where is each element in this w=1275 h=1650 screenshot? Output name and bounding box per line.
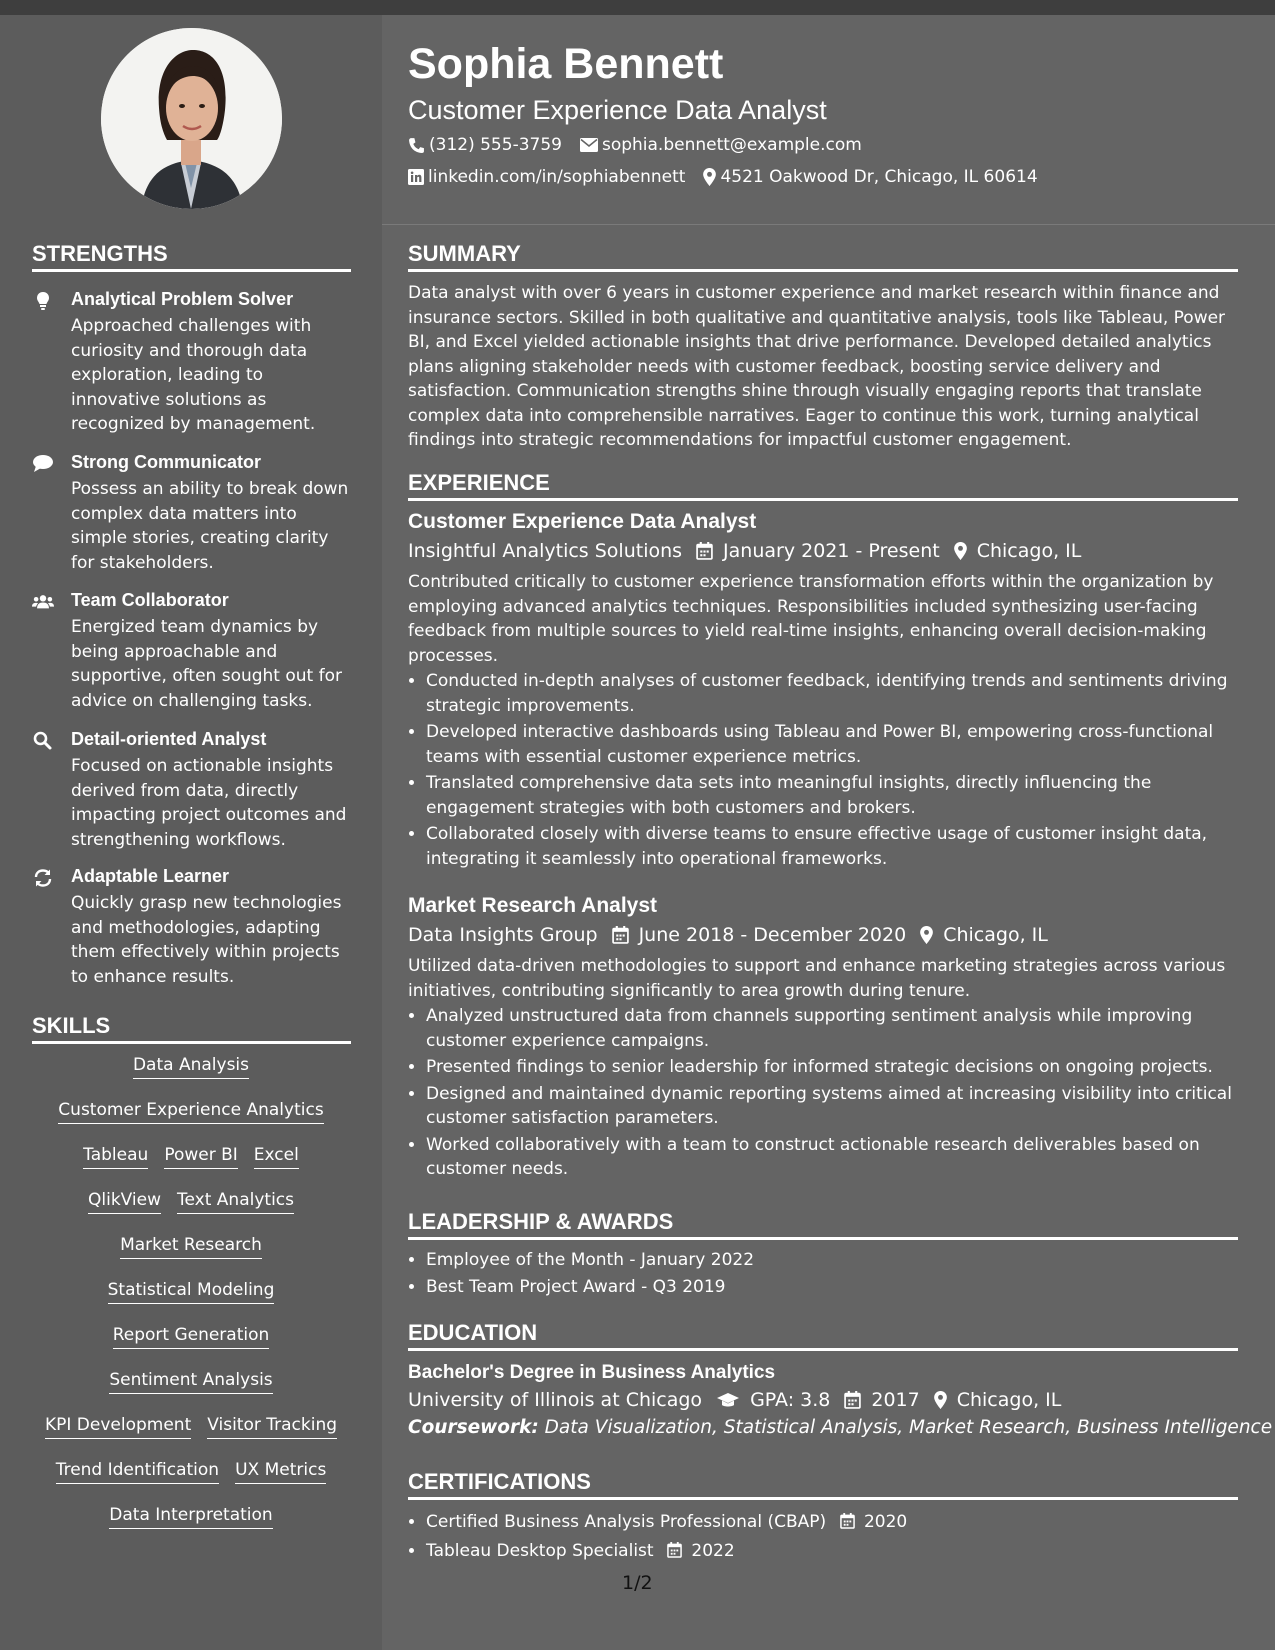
strengths-heading: STRENGTHS — [32, 241, 351, 272]
school-location-text: Chicago, IL — [956, 1389, 1062, 1411]
job-company: Insightful Analytics Solutions — [408, 540, 683, 562]
linkedin-contact[interactable] — [408, 167, 685, 187]
education-entry — [408, 1362, 1273, 1438]
school-location — [934, 1389, 1062, 1411]
address-text: 4521 Oakwood Dr, Chicago, IL 60614 — [720, 167, 1038, 187]
strength-title: Adaptable Learner — [71, 866, 230, 886]
job-location-text: Chicago, IL — [976, 540, 1082, 562]
job-bullets — [408, 1004, 1238, 1182]
phone-icon — [408, 137, 425, 154]
strength-desc: Focused on actionable insights derived from data, directly impacting project outcomes and strengthening workflows. — [71, 756, 347, 850]
job-meta — [408, 924, 1238, 946]
certification-item — [426, 1510, 1256, 1535]
job-dates — [612, 924, 907, 946]
skill-tag: Power BI — [164, 1144, 237, 1169]
graduation-year — [844, 1389, 919, 1411]
job-bullet: • Analyzed unstructured data from channels supporting sentiment analysis while improving customer experience campaigns. — [426, 1004, 1238, 1053]
certification-item — [426, 1539, 1256, 1564]
users-icon — [32, 592, 54, 612]
sync-icon — [32, 868, 54, 888]
strength-title: Analytical Problem Solver — [71, 289, 294, 309]
job-dates-text: June 2018 - December 2020 — [638, 924, 907, 946]
skill-tag: Report Generation — [113, 1324, 270, 1349]
job-description: Utilized data-driven methodologies to support and enhance marketing strategies across various initiatives, contributing significantly to area growth during tenure. — [408, 956, 1226, 1001]
awards-list — [408, 1248, 1256, 1301]
skills-heading: SKILLS — [32, 1013, 351, 1044]
job-bullets — [408, 669, 1238, 871]
certification-name: Certified Business Analysis Professional (CBAP) — [426, 1512, 827, 1532]
skill-tag: Sentiment Analysis — [109, 1369, 272, 1394]
skill-tag: Text Analytics — [177, 1189, 294, 1214]
address-contact — [703, 167, 1037, 187]
contact-row-2 — [408, 167, 1056, 187]
envelope-icon — [580, 138, 598, 152]
job-description: Contributed critically to customer experience transformation efforts within the organization by employing advanced analytics techniques. Responsibilities included synthesizing user-facing feedback from multiple sources to yield real-time insights, enhancing overall decision-making processes. — [408, 572, 1214, 666]
page-number: 1/2 — [622, 1572, 653, 1594]
job-dates — [696, 540, 940, 562]
graduation-cap-icon — [716, 1392, 740, 1408]
calendar-icon — [840, 1513, 855, 1529]
skill-tag: Visitor Tracking — [207, 1414, 337, 1439]
certifications-heading: CERTIFICATIONS — [408, 1469, 1238, 1500]
calendar-icon — [844, 1391, 861, 1409]
skill-tag: KPI Development — [45, 1414, 191, 1439]
strength-desc: Quickly grasp new technologies and methodologies, adapting them effectively within projects to enhance results. — [71, 893, 342, 987]
strength-title: Strong Communicator — [71, 452, 262, 472]
job-title: Customer Experience Data Analyst — [408, 510, 757, 533]
skill-tag: Excel — [254, 1144, 299, 1169]
certification-year: 2020 — [863, 1512, 908, 1532]
gpa — [716, 1389, 830, 1411]
coursework — [408, 1417, 1273, 1438]
linkedin-icon — [408, 169, 424, 185]
contact-row-1 — [408, 135, 880, 155]
school-name: University of Illinois at Chicago — [408, 1389, 703, 1411]
job-bullet: • Worked collaboratively with a team to construct actionable research deliverables based on customer needs. — [426, 1133, 1238, 1182]
job-bullet: • Presented findings to senior leadership for informed strategic decisions on ongoing projects. — [426, 1055, 1238, 1080]
candidate-name: Sophia Bennett — [408, 40, 724, 88]
skill-tag: Trend Identification — [56, 1459, 219, 1484]
job-entry — [408, 894, 1238, 1184]
candidate-title: Customer Experience Data Analyst — [408, 95, 827, 125]
certification-year: 2022 — [691, 1540, 735, 1561]
skill-tag: Market Research — [120, 1234, 262, 1259]
education-meta — [408, 1389, 1238, 1411]
strength-title: Detail-oriented Analyst — [71, 729, 267, 749]
strength-desc: Approached challenges with curiosity and thorough data exploration, leading to innovative solutions as recognized by management. — [71, 316, 316, 434]
certification-name: Tableau Desktop Specialist — [426, 1540, 654, 1561]
strength-title: Team Collaborator — [71, 590, 229, 610]
map-pin-icon — [703, 168, 716, 186]
summary-heading: SUMMARY — [408, 241, 1238, 272]
top-bar — [0, 0, 1275, 15]
education-heading: EDUCATION — [408, 1320, 1238, 1351]
job-title: Market Research Analyst — [408, 894, 658, 917]
award-item: • Best Team Project Award - Q3 2019 — [426, 1275, 1256, 1300]
job-meta — [408, 540, 1238, 562]
coursework-label: Coursework: — [408, 1417, 539, 1438]
job-bullet: • Translated comprehensive data sets into meaningful insights, directly influencing the engagement strategies with both customers and brokers. — [426, 771, 1238, 820]
skill-tag: UX Metrics — [235, 1459, 326, 1484]
email-text: sophia.bennett@example.com — [601, 135, 862, 155]
job-bullet: • Developed interactive dashboards using Tableau and Power BI, empowering cross-functional teams with essential customer experience metrics. — [426, 720, 1238, 769]
map-pin-icon — [954, 542, 967, 560]
job-location — [954, 540, 1082, 562]
job-location — [920, 924, 1048, 946]
skill-tag: Statistical Modeling — [108, 1279, 275, 1304]
calendar-icon — [612, 926, 629, 944]
degree-title: Bachelor's Degree in Business Analytics — [408, 1362, 776, 1383]
coursework-text: Data Visualization, Statistical Analysis, Market Research, Business Intelligence — [544, 1417, 1273, 1438]
profile-photo — [101, 28, 282, 209]
job-company: Data Insights Group — [408, 924, 598, 946]
certifications-list — [408, 1510, 1256, 1565]
award-item: • Employee of the Month - January 2022 — [426, 1248, 1256, 1273]
job-bullet: • Conducted in-depth analyses of customer feedback, identifying trends and sentiments driving strategic improvements. — [426, 669, 1238, 718]
job-entry — [408, 510, 1238, 873]
gpa-text: GPA: 3.8 — [750, 1389, 831, 1411]
header-divider — [382, 224, 1275, 225]
job-location-text: Chicago, IL — [943, 924, 1048, 946]
email-contact[interactable] — [580, 135, 862, 155]
skill-tag: QlikView — [88, 1189, 161, 1214]
experience-heading: EXPERIENCE — [408, 470, 1238, 501]
lightbulb-icon — [32, 291, 54, 311]
calendar-icon — [667, 1542, 682, 1558]
skill-tag: Data Analysis — [133, 1054, 249, 1079]
job-bullet: • Designed and maintained dynamic reporting systems aimed at increasing visibility into critical customer satisfaction parameters. — [426, 1082, 1238, 1131]
skill-tag: Tableau — [83, 1144, 148, 1169]
speech-bubble-icon — [32, 454, 54, 474]
skill-tag: Customer Experience Analytics — [58, 1099, 323, 1124]
map-pin-icon — [920, 926, 933, 944]
map-pin-icon — [934, 1391, 947, 1409]
skills-list — [32, 1054, 350, 1549]
phone-contact[interactable] — [408, 135, 562, 155]
phone-text: (312) 555-3759 — [429, 135, 562, 155]
graduation-year-text: 2017 — [871, 1389, 920, 1411]
strength-desc: Possess an ability to break down complex data matters into simple stories, creating clarity for stakeholders. — [71, 479, 349, 573]
job-dates-text: January 2021 - Present — [723, 540, 940, 562]
search-icon — [32, 731, 54, 751]
summary-text: Data analyst with over 6 years in customer experience and market research within finance and insurance sectors. Skilled in both qualitative and quantitative analysis, tools like Tableau, Power BI, and Excel yielded actionable insights that drive performance. Developed detailed analytics plans aligning stakeholder needs with customer feedback, boosting service delivery and satisfaction. Communication strengths shine through visually engaging reports that translate complex data into comprehensible narratives. Eager to continue this work, turning analytical findings into strategic recommendations for impactful customer engagement. — [408, 283, 1226, 450]
strength-desc: Energized team dynamics by being approachable and supportive, often sought out for advice on challenging tasks. — [71, 617, 342, 711]
calendar-icon — [696, 542, 713, 560]
linkedin-text: linkedin.com/in/sophiabennett — [428, 167, 686, 187]
job-bullet: • Collaborated closely with diverse teams to ensure effective usage of customer insight data, integrating it seamlessly into operational frameworks. — [426, 822, 1238, 871]
awards-heading: LEADERSHIP & AWARDS — [408, 1209, 1238, 1240]
skill-tag: Data Interpretation — [109, 1504, 272, 1529]
